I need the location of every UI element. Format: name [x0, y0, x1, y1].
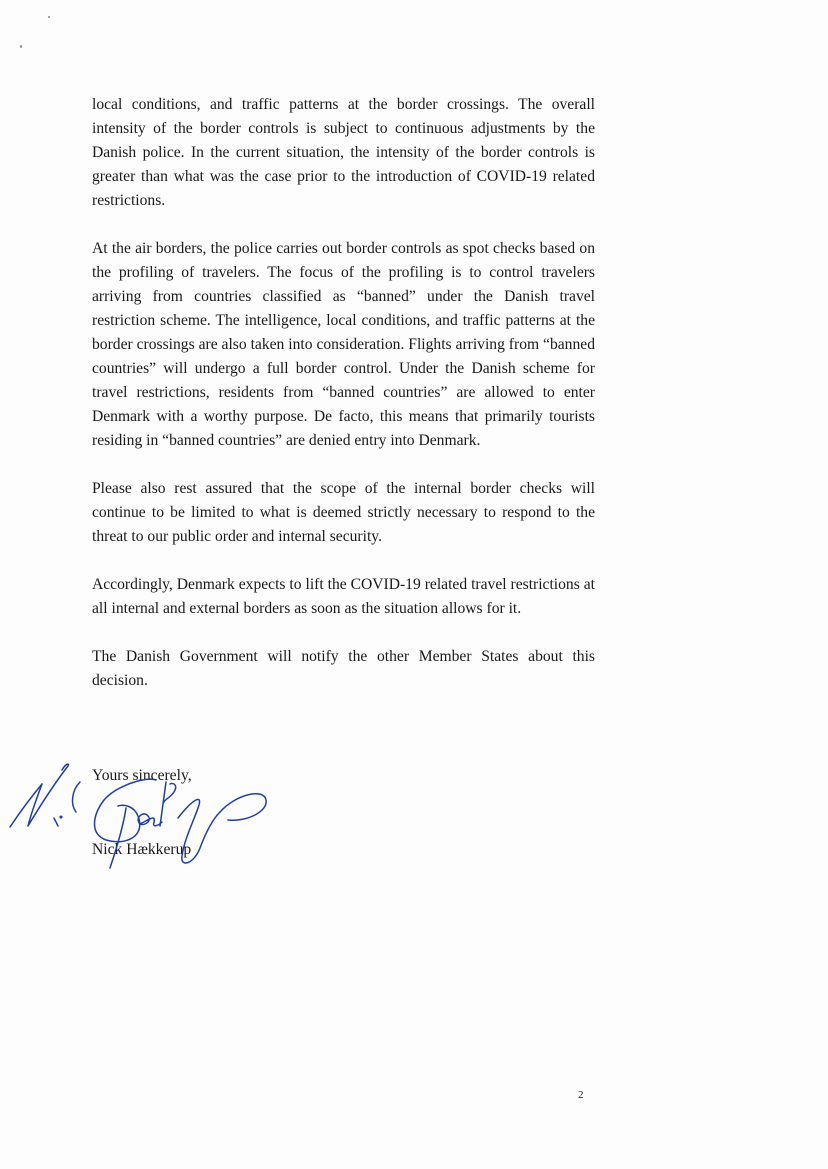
handwritten-signature [6, 760, 268, 880]
paragraph-notification: The Danish Government will notify the other Member States about this decision. [92, 648, 595, 689]
signatory-name: Nick Hækkerup [92, 841, 192, 858]
paragraph-air-borders: At the air borders, the police carries out border controls as spot checks based on the profiling of travelers. The focus of the profiling is to control travelers arriving from countries classified as “banned” under the Danish travel restriction scheme. The intelligence, local conditions, and traffic patterns at the border crossings are also taken into consideration. Flights arriving from “banned countries” will undergo a full border control. Under the Danish scheme for travel restrictions, residents from “banned countries” are allowed to enter Denmark with a worthy purpose. De facto, this means that primarily tourists residing in “banned countries” are denied entry into Denmark. [92, 240, 595, 449]
scan-speck [48, 16, 50, 18]
paragraph-lifting-restrictions: Accordingly, Denmark expects to lift the COVID-19 related travel restrictions at all internal and external borders as soon as the situation allows for it. [92, 576, 595, 617]
paragraph-border-controls: local conditions, and traffic patterns at the border crossings. The overall intensity of the border controls is subject to continuous adjustments by the Danish police. In the current situation, the intensity of the border controls is greater than what was the case prior to the introduction of COVID-19 related restrictions. [92, 96, 595, 209]
scan-speck [20, 45, 22, 48]
paragraph-scope-assurance: Please also rest assured that the scope of the internal border checks will continue to be limited to what is deemed strictly necessary to respond to the threat to our public order and internal security. [92, 480, 595, 545]
page-number: 2 [578, 1089, 584, 1101]
closing-salutation: Yours sincerely, [92, 767, 192, 784]
letter-body [92, 93, 595, 717]
